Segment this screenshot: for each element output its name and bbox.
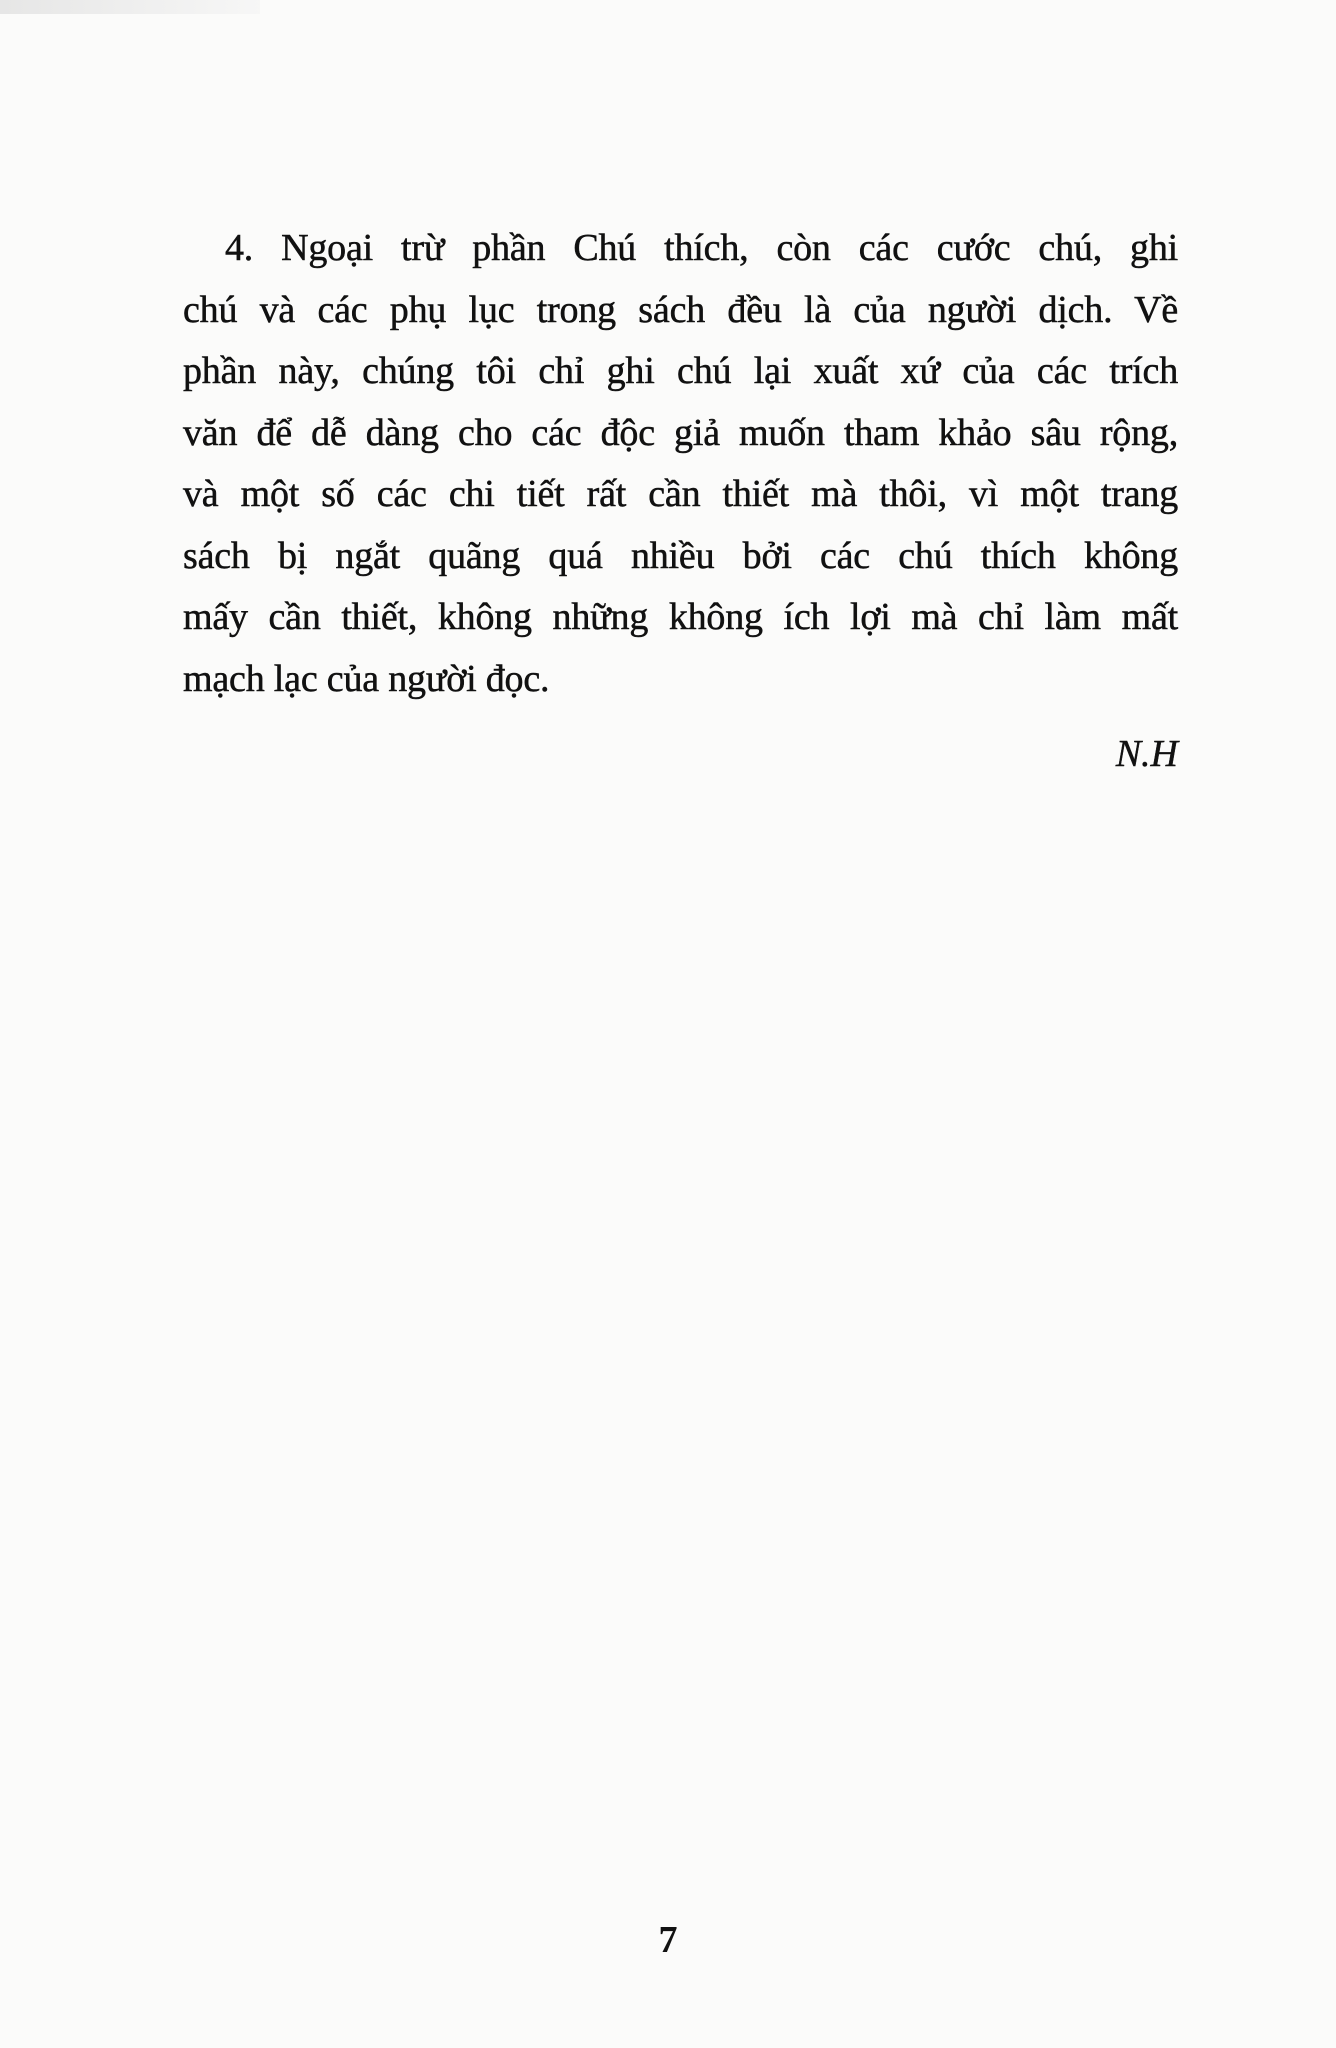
text-line: mấy cần thiết, không những không ích lợi mà chỉ làm mất (183, 596, 1178, 638)
text-line: 4. Ngoại trừ phần Chú thích, còn các cước chú, ghi (225, 227, 1178, 269)
text-line: sách bị ngắt quãng quá nhiều bởi các chú thích không (183, 534, 1178, 577)
text-line: phần này, chúng tôi chỉ ghi chú lại xuất xứ của các trích (183, 350, 1178, 392)
signature: N.H (1115, 733, 1178, 775)
body-paragraph (183, 218, 1178, 710)
text-line: và một số các chi tiết rất cần thiết mà thôi, vì một trang (183, 473, 1178, 515)
page-number: 7 (658, 1919, 678, 1961)
text-line: chú và các phụ lục trong sách đều là của người dịch. Về (183, 288, 1178, 331)
scan-edge-shadow (0, 0, 260, 14)
text-line: mạch lạc của người đọc. (183, 657, 550, 700)
text-line: văn để dễ dàng cho các độc giả muốn tham khảo sâu rộng, (183, 411, 1178, 454)
